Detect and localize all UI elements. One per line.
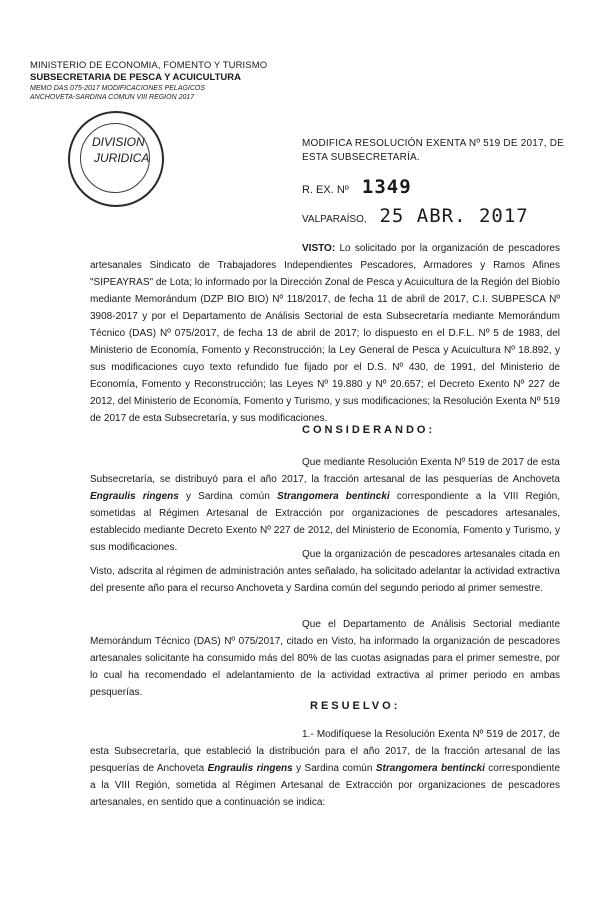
species-sardina-2: Strangomera bentincki [375, 763, 485, 774]
ministry-name: MINISTERIO DE ECONOMIA, FOMENTO Y TURISMO [30, 60, 268, 71]
considerando-p2-text: Que la organización de pescadores artesanales citada en Visto, adscrita al régimen de administración antes señalado, ha solicitado adelantar la actividad extractiva del presente año para el recurso Anchoveta y Sardina común del segundo periodo al primer semestre. [90, 549, 560, 594]
resolution-title: MODIFICA RESOLUCIÓN EXENTA Nº 519 DE 2017, DE ESTA SUBSECRETARÍA. [302, 138, 564, 163]
division-juridica-stamp [68, 111, 164, 207]
resuelvo-p1 [90, 726, 560, 811]
place-label: VALPARAÍSO, [302, 214, 367, 225]
considerando-p3-text: Que el Departamento de Análisis Sectorial mediante Memorándum Técnico (DAS) Nº 075/2017, citado en Visto, ha informado la organización de pescadores artesanales solicitante ha consumido más del 80% de las cuotas asignadas para el primer semestre, por lo cual ha recomendado el adelantamiento de la actividad extractiva al primer periodo en ambas pesquerías. [90, 619, 560, 698]
resuelvo-p1-text-b: y Sardina común [292, 763, 376, 774]
visto-paragraph [90, 240, 560, 427]
memo-subject: ANCHOVETA-SARDINA COMUN VIII REGION 2017 [30, 94, 195, 101]
species-anchoveta: Engraulis ringens [90, 491, 179, 502]
considerando-p2 [90, 546, 560, 597]
resolution-date: 25 ABR. 2017 [379, 205, 529, 227]
subsecretaria-name: SUBSECRETARIA DE PESCA Y ACUICULTURA [30, 72, 241, 83]
considerando-p1-text-c: correspondiente a la VIII Región, sometidas al Régimen Artesanal de Extracción por organizaciones de pescadores artesanales, establecido mediante Decreto Exento Nº 227 de 2012, del Ministerio de Economía, Fomento y Turismo, y sus modificaciones. [90, 491, 560, 553]
stamp-line-1: DIVISION [92, 135, 145, 149]
visto-text: Lo solicitado por la organización de pescadores artesanales Sindicato de Trabajadores Independientes Pescadores, Armadores y Ramos Afines "SIPEAYRAS" de Lota; lo informado por la Dirección Zonal de Pesca y Acuicultura de la Región del Biobío mediante Memorándum (DZP BIO BIO) Nº 118/2017, de fecha 11 de abril de 2017, C.I. SUBPESCA Nº 3908-2017 y por el Departamento de Análisis Sectorial de esta Subsecretaría mediante Memorándum Técnico (DAS) Nº 075/2017, de fecha 13 de abril de 2017; lo dispuesto en el D.F.L. Nº 5 de 1983, del Ministerio de Economía, Fomento y Reconstrucción; la Ley General de Pesca y Acuicultura Nº 18.892, y sus modificaciones cuyo texto refundido fue fijado por el D.S. Nº 430, de 1991, del Ministerio de Economía, Fomento y Reconstrucción; las Leyes Nº 19.880 y Nº 20.657; el Decreto Exento Nº 227 de 2012, del Ministerio de Economía, Fomento y Turismo, y sus modificaciones; la Resolución Exenta Nº 519 de 2017 de esta Subsecretaría, y sus modificaciones. [90, 243, 560, 424]
place-date-line [302, 205, 529, 227]
species-anchoveta-2: Engraulis ringens [207, 763, 293, 774]
considerando-p1-text-b: y Sardina común [178, 491, 277, 502]
resolution-number-line [302, 176, 412, 198]
species-sardina: Strangomera bentincki [276, 491, 390, 502]
rex-label: R. EX. Nº [302, 184, 349, 196]
considerando-p1 [90, 454, 560, 556]
considerando-heading: CONSIDERANDO: [302, 424, 436, 436]
resuelvo-p1-text-a: 1.- Modifíquese la Resolución Exenta Nº 519 de 2017, de esta Subsecretaría, que estableció la distribución para el año 2017, de la fracción artesanal de las pesquerías de Anchoveta [90, 729, 560, 774]
visto-lead: VISTO: [302, 243, 336, 254]
considerando-p1-text-a: Que mediante Resolución Exenta Nº 519 de 2017 de esta Subsecretaría, se distribuyó para el año 2017, la fracción artesanal de las pesquerías de Anchoveta [90, 457, 560, 485]
rex-number: 1349 [361, 176, 412, 198]
considerando-p3 [90, 616, 560, 701]
resuelvo-p1-text-c: correspondiente a la VIII Región, sometida al Régimen Artesanal de Extracción por organizaciones de pescadores artesanales, en sentido que a continuación se indica: [90, 763, 561, 808]
resuelvo-heading: RESUELVO: [310, 700, 401, 712]
stamp-line-2: JURIDICA [94, 151, 150, 165]
ministry-header [30, 60, 270, 102]
memo-reference: MEMO DAS 075-2017 MODIFICACIONES PELAGICOS [30, 85, 206, 92]
